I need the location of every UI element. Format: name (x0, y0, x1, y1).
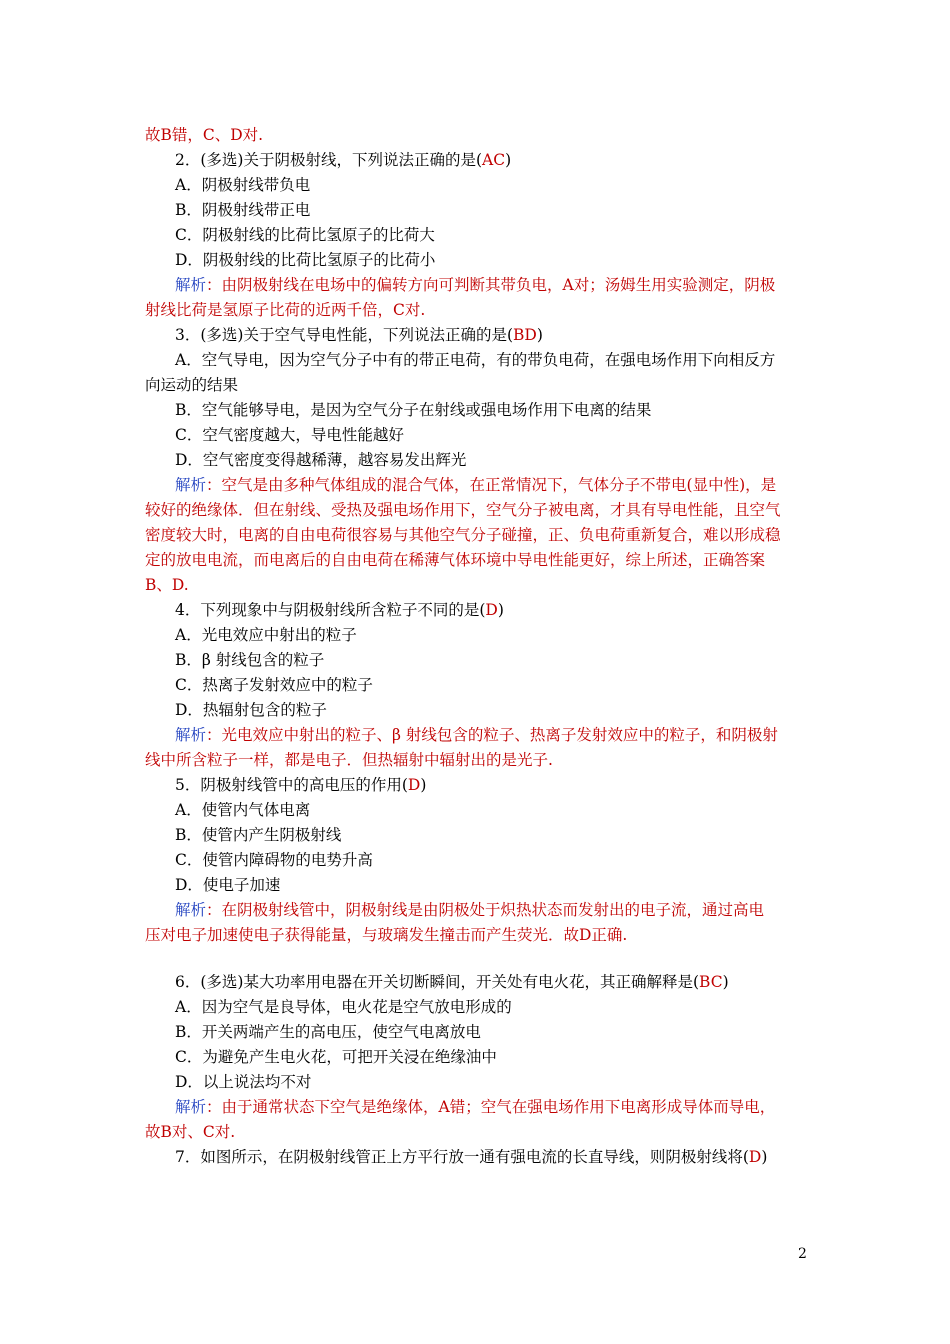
option-b: B．阴极射线带正电 (175, 201, 311, 219)
option-c: C．空气密度越大，导电性能越好 (175, 426, 404, 444)
question-stem-text: 4．下列现象中与阴极射线所含粒子不同的是( (175, 601, 486, 619)
explanation-line: B、D. (145, 576, 189, 594)
explanation-label: 解析 (175, 276, 207, 294)
explanation-text: ：由阴极射线在电场中的偏转方向可判断其带负电，A对；汤姆生用实验测定，阴极 (206, 276, 776, 294)
option-a-continued: 向运动的结果 (145, 376, 239, 394)
question-2-stem (175, 148, 810, 173)
explanation-text: ：空气是由多种气体组成的混合气体，在正常情况下，气体分子不带电(显中性)，是 (206, 476, 777, 494)
option-d: D．使电子加速 (175, 876, 281, 894)
explanation-line (175, 723, 810, 748)
explanation-line: 较好的绝缘体．但在射线、受热及强电场作用下，空气分子被电离，才具有导电性能，且空气 (145, 501, 781, 519)
option-a: A．使管内气体电离 (175, 801, 311, 819)
explanation-label: 解析 (175, 1098, 207, 1116)
option-d: D．阴极射线的比荷比氢原子的比荷小 (175, 251, 436, 269)
explanation-line: 密度较大时，电离的自由电荷很容易与其他空气分子碰撞，正、负电荷重新复合，难以形成稳 (145, 526, 781, 544)
option-d: D．热辐射包含的粒子 (175, 701, 327, 719)
question-3-stem (175, 323, 810, 348)
answer-key: D (407, 776, 421, 794)
option-a: A．阴极射线带负电 (175, 176, 311, 194)
question-stem-text: 2．(多选)关于阴极射线，下列说法正确的是( (175, 151, 483, 169)
question-stem-text: 7．如图所示，在阴极射线管正上方平行放一通有强电流的长直导线，则阴极射线将( (175, 1148, 749, 1166)
question-4-stem (175, 598, 810, 623)
paren-close: ) (761, 1148, 768, 1166)
option-a: A．空气导电，因为空气分子中有的带正电荷，有的带负电荷，在强电场作用下向相反方 (175, 351, 776, 369)
explanation-line: 线中所含粒子一样，都是电子．但热辐射中辐射出的是光子. (145, 751, 553, 769)
question-stem-text: 6．(多选)某大功率用电器在开关切断瞬间，开关处有电火花，其正确解释是( (175, 973, 700, 991)
answer-key: BD (513, 326, 537, 344)
option-b: B．开关两端产生的高电压，使空气电离放电 (175, 1023, 481, 1041)
option-c: C．热离子发射效应中的粒子 (175, 676, 373, 694)
question-5-stem (175, 773, 810, 798)
option-b: B．使管内产生阴极射线 (175, 826, 342, 844)
explanation-line: 射线比荷是氢原子比荷的近两千倍，C对. (145, 301, 426, 319)
explanation-text: ：由于通常状态下空气是绝缘体，A错；空气在强电场作用下电离形成导体而导电， (206, 1098, 776, 1116)
explanation-line (175, 473, 810, 498)
explanation-text: ：在阴极射线管中，阴极射线是由阴极处于炽热状态而发射出的电子流，通过高电 (206, 901, 765, 919)
paren-close: ) (536, 326, 543, 344)
answer-key: BC (699, 973, 723, 991)
option-c: C．阴极射线的比荷比氢原子的比荷大 (175, 226, 435, 244)
explanation-label: 解析 (175, 901, 207, 919)
paren-close: ) (497, 601, 504, 619)
explanation-line: 压对电子加速使电子获得能量，与玻璃发生撞击而产生荧光．故D正确. (145, 926, 628, 944)
option-a: A．光电效应中射出的粒子 (175, 626, 357, 644)
option-c: C．使管内障碍物的电势升高 (175, 851, 373, 869)
option-a: A．因为空气是良导体，电火花是空气放电形成的 (175, 998, 512, 1016)
paren-close: ) (420, 776, 427, 794)
explanation-line: 定的放电电流，而电离后的自由电荷在稀薄气体环境中导电性能更好，综上所述，正确答案 (145, 551, 766, 569)
page-number: 2 (798, 1246, 807, 1262)
explanation-label: 解析 (175, 476, 207, 494)
question-stem-text: 3．(多选)关于空气导电性能，下列说法正确的是( (175, 326, 514, 344)
option-b: B．空气能够导电，是因为空气分子在射线或强电场作用下电离的结果 (175, 401, 652, 419)
explanation-continuation: 故B错，C、D对. (145, 126, 264, 144)
explanation-label: 解析 (175, 726, 207, 744)
answer-key: D (748, 1148, 762, 1166)
explanation-line (175, 273, 810, 298)
option-b: B．β 射线包含的粒子 (175, 651, 325, 669)
option-d: D．以上说法均不对 (175, 1073, 312, 1091)
explanation-line (175, 1095, 810, 1120)
option-c: C．为避免产生电火花，可把开关浸在绝缘油中 (175, 1048, 497, 1066)
paren-close: ) (505, 151, 512, 169)
option-d: D．空气密度变得越稀薄，越容易发出辉光 (175, 451, 467, 469)
explanation-line (175, 898, 810, 923)
answer-key: AC (482, 151, 506, 169)
question-stem-text: 5．阴极射线管中的高电压的作用( (175, 776, 408, 794)
paren-close: ) (722, 973, 729, 991)
answer-key: D (485, 601, 498, 619)
question-7-stem (175, 1145, 810, 1170)
explanation-text: ：光电效应中射出的粒子、β 射线包含的粒子、热离子发射效应中的粒子，和阴极射 (206, 726, 778, 744)
explanation-line: 故B对、C对. (145, 1123, 236, 1141)
question-6-stem (175, 970, 810, 995)
